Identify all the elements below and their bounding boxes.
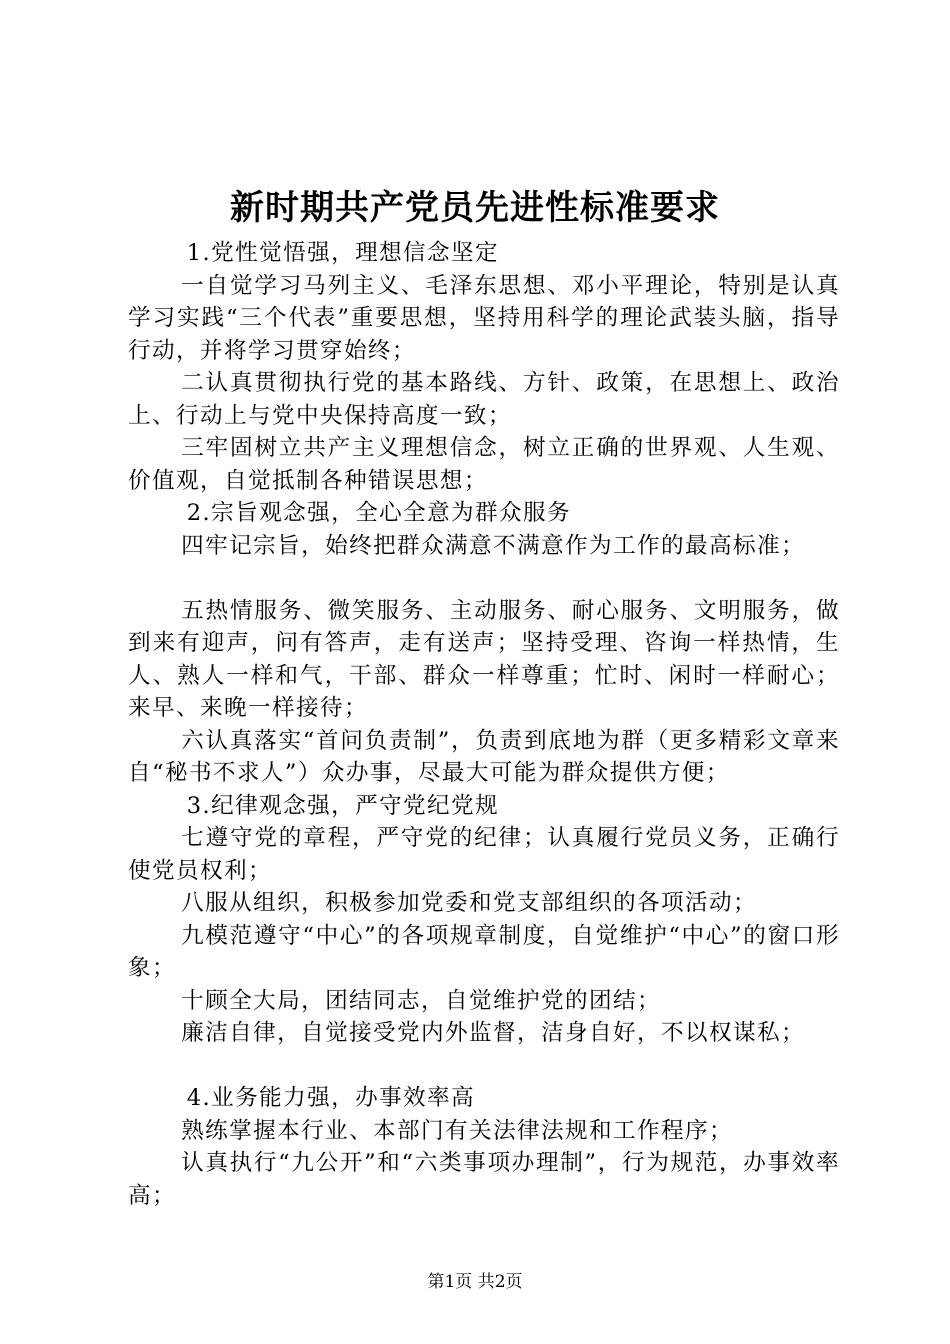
paragraph-item-3: 三牢固树立共产主义理想信念，树立正确的世界观、人生观、价值观，自觉抵制各种错误思想； xyxy=(128,435,840,494)
page-footer: 第1页 共2页 xyxy=(427,1272,523,1292)
section-heading-3: 3.纪律观念强，严守党纪党规 xyxy=(186,792,500,819)
document-title: 新时期共产党员先进性标准要求 xyxy=(230,188,720,228)
paragraph-item-8: 八服从组织，积极参加党委和党支部组织的各项活动； xyxy=(181,890,757,916)
section-heading-2: 2.宗旨观念强，全心全意为群众服务 xyxy=(186,500,572,526)
paragraph-item-4: 四牢记宗旨，始终把群众满意不满意作为工作的最高标准； xyxy=(181,532,805,559)
paragraph-item-12: 熟练掌握本行业、本部门有关法律法规和工作程序； xyxy=(181,1117,733,1144)
paragraph-item-9: 九模范遵守“中心”的各项规章制度，自觉维护“中心”的窗口形象； xyxy=(128,922,840,981)
document-body xyxy=(128,237,840,1212)
paragraph-item-1: 一自觉学习马列主义、毛泽东思想、邓小平理论，特别是认真学习实践“三个代表”重要思想，坚持用科学的理论武装头脑，指导行动，并将学习贯穿始终； xyxy=(128,272,840,364)
paragraph-item-7: 七遵守党的章程，严守党的纪律；认真履行党员义务，正确行使党员权利； xyxy=(128,825,840,884)
paragraph-item-6: 六认真落实“首问负责制”，负责到底地为群（更多精彩文章来自“秘书不求人”）众办事，尽最大可能为群众提供方便； xyxy=(128,727,840,786)
section-heading-4: 4.业务能力强，办事效率高 xyxy=(186,1085,476,1111)
paragraph-item-13: 认真执行“九公开”和“六类事项办理制”，行为规范，办事效率高； xyxy=(128,1150,840,1209)
paragraph-item-10: 十顾全大局，团结同志，自觉维护党的团结； xyxy=(181,987,661,1014)
section-heading-1: 1.党性觉悟强，理想信念坚定 xyxy=(186,240,500,266)
paragraph-item-5: 五热情服务、微笑服务、主动服务、耐心服务、文明服务，做到来有迎声，问有答声，走有送声；坚持受理、咨询一样热情，生人、熟人一样和气，干部、群众一样尊重；忙时、闲时一样耐心；来早、来晚一样接待； xyxy=(128,597,840,721)
paragraph-item-2: 二认真贯彻执行党的基本路线、方针、政策，在思想上、政治上、行动上与党中央保持高度一致； xyxy=(128,370,840,429)
paragraph-item-11: 廉洁自律，自觉接受党内外监督，洁身自好，不以权谋私； xyxy=(181,1020,805,1046)
